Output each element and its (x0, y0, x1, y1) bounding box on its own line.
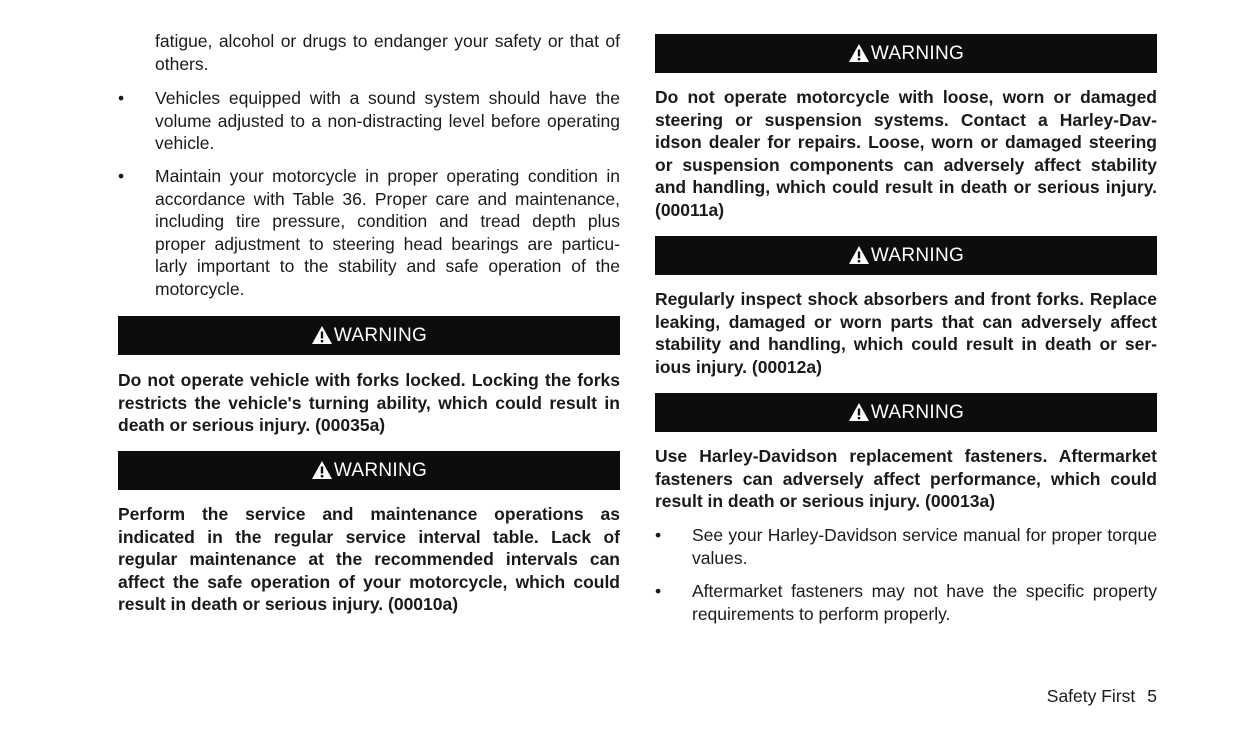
warning-label: WARNING (870, 244, 965, 266)
warning-label: WARNING (870, 401, 965, 423)
warning-text: Do not operate motorcycle with loose, worn or damaged steering or suspension systems. Contact a Harley-Dav-idson dealer for repairs. Loose, worn or damaged steering or suspension components can adversely affect stability and handling, which could result in death or serious injury. (00011a) (655, 87, 1157, 220)
warning-triangle-icon (848, 43, 870, 63)
bullet-text: Maintain your motorcycle in proper operating condition in accordance with Table 36. Proper care and maintenance, including tire pressure, condition and tread depth plus proper adjustment to steering head bearings are particu-larly important to the stability and safe operation of the motorcycle. (155, 166, 620, 299)
continued-paragraph: fatigue, alcohol or drugs to endanger your safety or that of others. (155, 31, 620, 74)
warning-text: Regularly inspect shock absorbers and front forks. Replace leaking, damaged or worn parts that can adversely affect stability and handling, which could result in death or ser-ious injury. (00012a) (655, 289, 1157, 377)
warning-label: WARNING (870, 42, 965, 64)
section-title: Safety First (1046, 686, 1136, 706)
warning-triangle-icon (848, 245, 870, 265)
page-number: 5 (1147, 686, 1157, 706)
bullet-dot: • (655, 525, 662, 545)
warning-text: Perform the service and maintenance operations as indicated in the regular service interval table. Lack of regular maintenance at the recommended intervals can affect the safe operation of your motorcycle, which could result in death or serious injury. (00010a) (118, 504, 620, 614)
warning-text: Do not operate vehicle with forks locked. Locking the forks restricts the vehicle's turning ability, which could result in death or serious injury. (00035a) (118, 370, 620, 435)
bullet-text: See your Harley-Davidson service manual for proper torque values. (692, 525, 1157, 568)
warning-banner (118, 451, 620, 490)
warning-label: WARNING (333, 459, 428, 481)
warning-triangle-icon (311, 460, 333, 480)
bullet-dot: • (118, 166, 125, 186)
warning-triangle-icon (848, 402, 870, 422)
warning-banner (118, 316, 620, 355)
warning-text: Use Harley-Davidson replacement fasteners. Aftermarket fasteners can adversely affect performance, which could result in death or serious injury. (00013a) (655, 446, 1157, 511)
warning-banner (655, 34, 1157, 73)
warning-banner (655, 236, 1157, 275)
warning-label: WARNING (333, 324, 428, 346)
bullet-text: Aftermarket fasteners may not have the specific property requirements to perform properly. (692, 581, 1157, 624)
warning-triangle-icon (311, 325, 333, 345)
page-footer (1047, 686, 1157, 707)
bullet-dot: • (655, 581, 662, 601)
bullet-text: Vehicles equipped with a sound system should have the volume adjusted to a non-distracting level before operating vehicle. (155, 88, 620, 153)
bullet-dot: • (118, 88, 125, 108)
warning-banner (655, 393, 1157, 432)
